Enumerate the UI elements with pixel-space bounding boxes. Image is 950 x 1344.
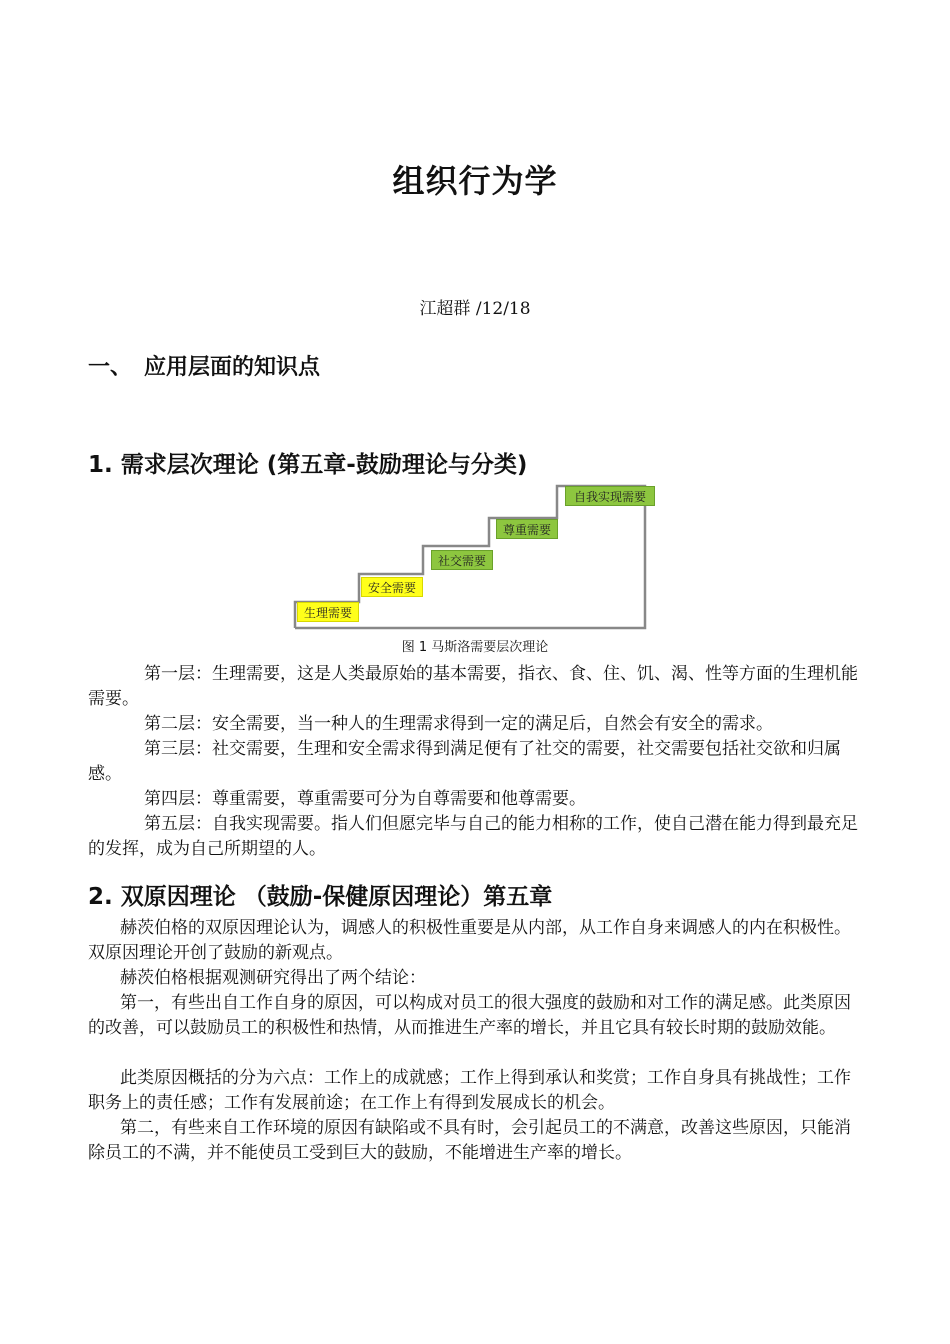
paragraph-layer-3: 第三层：社交需要，生理和安全需求得到满足便有了社交的需要，社交需要包括社交欲和归属感。 [88,739,841,784]
section-heading-1 [88,350,320,381]
paragraph-layer-4: 第四层：尊重需要，尊重需要可分为自尊需要和他尊需要。 [144,789,586,809]
paragraph-layer-1: 第一层：生理需要，这是人类最原始的基本需要，指衣、食、住、饥、渴、性等方面的生理机能需要。 [88,664,858,709]
step-esteem: 尊重需要 [496,519,558,539]
paragraph-herzberg-intro: 赫茨伯格的双原因理论认为，调感人的积极性重要是从内部，从工作自身来调感人的内在积极性。双原因理论开创了鼓励的新观点。 [88,918,851,963]
author-date-line: 江超群 /12/18 [419,299,531,319]
maslow-hierarchy-diagram [293,482,655,632]
step-social: 社交需要 [431,550,493,570]
step-self-actualization: 自我实现需要 [565,486,655,506]
paragraph-herzberg-conclusions: 赫茨伯格根据观测研究得出了两个结论： [120,968,426,988]
paragraph-six-factors: 此类原因概括的分为六点：工作上的成就感；工作上得到承认和奖赏；工作自身具有挑战性；工作职务上的责任感；工作有发展前途；在工作上有得到发展成长的机会。 [88,1068,851,1113]
paragraph-layer-2: 第二层：安全需要，当一种人的生理需求得到一定的满足后，自然会有安全的需求。 [144,714,773,734]
section-number: 一、 [88,355,133,380]
paragraph-layer-5: 第五层：自我实现需要。指人们但愿完毕与自己的能力相称的工作，使自己潜在能力得到最充足的发挥，成为自己所期望的人。 [88,814,858,859]
subsection-heading-1: 1. 需求层次理论 (第五章-鼓励理论与分类) [88,452,528,478]
subsection-heading-2: 2. 双原因理论 （鼓励-保健原因理论）第五章 [88,884,553,910]
paragraph-conclusion-1: 第一，有些出自工作自身的原因，可以构成对员工的很大强度的鼓励和对工作的满足感。此类原因的改善，可以鼓励员工的积极性和热情，从而推进生产率的增长，并且它具有较长时期的鼓励效能。 [88,993,851,1038]
paragraph-conclusion-2: 第二，有些来自工作环境的原因有缺陷或不具有时，会引起员工的不满意，改善这些原因，只能消除员工的不满，并不能使员工受到巨大的鼓励，不能增进生产率的增长。 [88,1118,851,1163]
figure-caption: 图 1 马斯洛需要层次理论 [401,640,549,655]
document-title: 组织行为学 [392,162,558,200]
step-safety: 安全需要 [361,577,423,597]
section-title: 应用层面的知识点 [144,355,321,380]
step-physiological: 生理需要 [297,602,359,622]
